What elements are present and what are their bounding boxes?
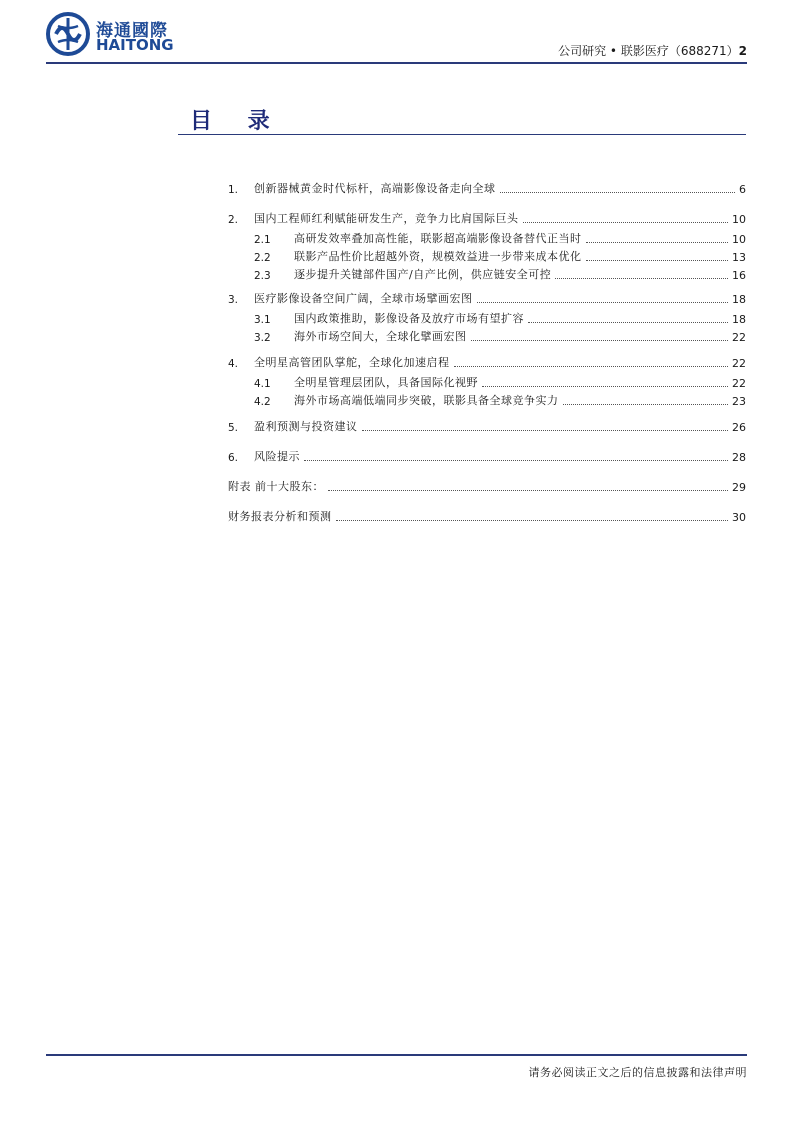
- toc-entry-title: 逐步提升关键部件国产/自产比例，供应链安全可控: [294, 268, 552, 281]
- toc-entry-number: 5.: [228, 422, 239, 434]
- toc-entry-title: 全明星管理层团队，具备国际化视野: [294, 376, 478, 389]
- toc-entry-page: 29: [732, 481, 746, 494]
- toc-leader-dots: [586, 260, 729, 261]
- logo-english-name: HAITONG: [96, 36, 174, 54]
- page-number: 2: [738, 44, 747, 58]
- toc-entry[interactable]: [228, 376, 746, 390]
- toc-entry-title: 财务报表分析和预测: [228, 510, 332, 523]
- toc-entry-title: 创新器械黄金时代标杆，高端影像设备走向全球: [254, 182, 496, 195]
- toc-entry-number: 4.1: [254, 378, 271, 390]
- toc-entry-title: 盈利预测与投资建议: [254, 420, 358, 433]
- toc-leader-dots: [528, 322, 728, 323]
- toc-entry-page: 28: [732, 451, 746, 464]
- toc-entry-title: 联影产品性价比超越外资，规模效益进一步带来成本优化: [294, 250, 582, 263]
- toc-entry-page: 22: [732, 377, 746, 390]
- toc-entry-title: 高研发效率叠加高性能，联影超高端影像设备替代正当时: [294, 232, 582, 245]
- running-header: [558, 42, 747, 59]
- toc-entry[interactable]: [228, 394, 746, 408]
- toc-entry[interactable]: [228, 480, 746, 494]
- toc-entry[interactable]: [228, 250, 746, 264]
- toc-entry-number: 3.: [228, 294, 239, 306]
- footer-divider: [46, 1054, 747, 1056]
- toc-entry-page: 22: [732, 331, 746, 344]
- header-divider: [46, 62, 747, 64]
- toc-leader-dots: [471, 340, 729, 341]
- toc-entry-number: 2.: [228, 214, 239, 226]
- toc-entry[interactable]: [228, 420, 746, 434]
- toc-entry[interactable]: [228, 212, 746, 226]
- toc-entry-page: 10: [732, 233, 746, 246]
- toc-entry-page: 22: [732, 357, 746, 370]
- toc-entry-number: 4.2: [254, 396, 271, 408]
- toc-leader-dots: [563, 404, 729, 405]
- toc-entry-page: 18: [732, 313, 746, 326]
- toc-entry[interactable]: [228, 182, 746, 196]
- toc-entry-number: 3.1: [254, 314, 271, 326]
- haitong-logo: [46, 14, 186, 54]
- toc-entry-number: 2.3: [254, 270, 271, 282]
- toc-leader-dots: [500, 192, 736, 193]
- toc-entry-title: 附表 前十大股东：: [228, 480, 324, 493]
- toc-entry-number: 6.: [228, 452, 239, 464]
- toc-entry-title: 全明星高管团队掌舵，全球化加速启程: [254, 356, 450, 369]
- toc-entry[interactable]: [228, 232, 746, 246]
- logo-chinese-name: 海通國際: [96, 21, 168, 41]
- toc-entry-page: 30: [732, 511, 746, 524]
- toc-entry[interactable]: [228, 450, 746, 464]
- toc-entry-page: 26: [732, 421, 746, 434]
- toc-entry-page: 6: [739, 183, 746, 196]
- toc-leader-dots: [362, 430, 729, 431]
- toc-entry[interactable]: [228, 356, 746, 370]
- title-divider: [178, 134, 746, 135]
- toc-entry[interactable]: [228, 510, 746, 524]
- toc-leader-dots: [482, 386, 728, 387]
- toc-leader-dots: [586, 242, 729, 243]
- toc-title: 目 录: [190, 109, 284, 134]
- toc-leader-dots: [523, 222, 729, 223]
- toc-entry[interactable]: [228, 312, 746, 326]
- toc-entry-page: 23: [732, 395, 746, 408]
- toc-entry-number: 1.: [228, 184, 239, 196]
- haitong-logo-icon: [46, 12, 90, 56]
- toc-leader-dots: [454, 366, 729, 367]
- toc-entry-number: 2.1: [254, 234, 271, 246]
- toc-entry-number: 3.2: [254, 332, 271, 344]
- toc-entry-number: 2.2: [254, 252, 271, 264]
- toc-entry-title: 海外市场高端低端同步突破，联影具备全球竞争实力: [294, 394, 559, 407]
- toc-entry-page: 13: [732, 251, 746, 264]
- footer-disclaimer: 请务必阅读正文之后的信息披露和法律声明: [528, 1066, 747, 1079]
- toc-leader-dots: [336, 520, 729, 521]
- toc-entry-title: 风险提示: [254, 450, 300, 463]
- toc-leader-dots: [555, 278, 728, 279]
- toc-entry-title: 海外市场空间大，全球化擘画宏图: [294, 330, 467, 343]
- toc-entry-page: 10: [732, 213, 746, 226]
- toc-leader-dots: [477, 302, 729, 303]
- toc-entry-page: 16: [732, 269, 746, 282]
- toc-leader-dots: [328, 490, 728, 491]
- toc-entry-number: 4.: [228, 358, 239, 370]
- toc-entry-title: 医疗影像设备空间广阔，全球市场擘画宏图: [254, 292, 473, 305]
- toc-entry-title: 国内工程师红利赋能研发生产，竞争力比肩国际巨头: [254, 212, 519, 225]
- toc-entry[interactable]: [228, 268, 746, 282]
- toc-leader-dots: [304, 460, 728, 461]
- toc-entry-title: 国内政策推助，影像设备及放疗市场有望扩容: [294, 312, 524, 325]
- toc-entry[interactable]: [228, 330, 746, 344]
- toc-entry-page: 18: [732, 293, 746, 306]
- toc-entry[interactable]: [228, 292, 746, 306]
- running-header-text: 公司研究 • 联影医疗（688271）: [558, 44, 739, 58]
